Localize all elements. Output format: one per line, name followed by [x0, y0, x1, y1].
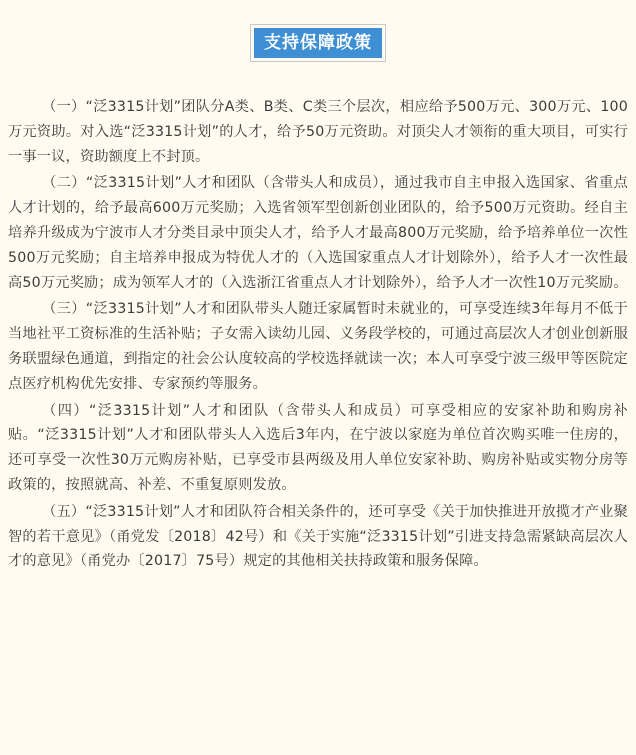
- policy-paragraph-5: （五）“泛3315计划”人才和团队符合相关条件的，还可享受《关于加快推进开放揽才产业聚智的若干意见》（甬党发〔2018〕42号）和《关于实施“泛3315计划”引进支持急需紧缺高层次人才的意见》（甬党办〔2017〕75号）规定的其他相关扶持政策和服务保障。: [8, 503, 628, 570]
- section-title: 支持保障政策: [254, 28, 382, 58]
- policy-paragraph-1: （一）“泛3315计划”团队分A类、B类、C类三个层次，相应给予500万元、300万元、100万元资助。对入选“泛3315计划”的人才，给予50万元资助。对顶尖人才领衔的重大项目，可实行一事一议，资助额度上不封顶。: [8, 99, 628, 165]
- policy-paragraph-2: （二）“泛3315计划”人才和团队（含带头人和成员），通过我市自主申报入选国家、省重点人才计划的，给予最高600万元奖励；入选省领军型创新创业团队的，给予500万元资助。经自主培养升级成为宁波市人才分类目录中顶尖人才，给予人才最高800万元奖励，给予培养单位一次性500万元奖励；自主培养申报成为特优人才的（入选国家重点人才计划除外），给予人才一次性最高50万元奖励；成为领军人才的（入选浙江省重点人才计划除外），给予人才一次性10万元奖励。: [8, 175, 628, 291]
- policy-content: [0, 95, 636, 576]
- policy-paragraph-4: （四）“泛3315计划”人才和团队（含带头人和成员）可享受相应的安家补助和购房补贴。“泛3315计划”人才和团队带头人入选后3年内，在宁波以家庭为单位首次购买唯一住房的，还可享受一次性30万元购房补贴，已享受市县两级及用人单位安家补助、购房补贴或实物分房等政策的，按照就高、补差、不重复原则发放。: [8, 402, 628, 493]
- policy-paragraph-3: （三）“泛3315计划”人才和团队带头人随迁家属暂时未就业的，可享受连续3年每月不低于当地社平工资标准的生活补贴；子女需入读幼儿园、义务段学校的，可通过高层次人才创业创新服务联盟绿色通道，到指定的社会公认度较高的学校选择就读一次；本人可享受宁波三级甲等医院定点医疗机构优先安排、专家预约等服务。: [8, 301, 628, 392]
- section-title-frame: [250, 24, 386, 62]
- section-title-container: [0, 24, 636, 62]
